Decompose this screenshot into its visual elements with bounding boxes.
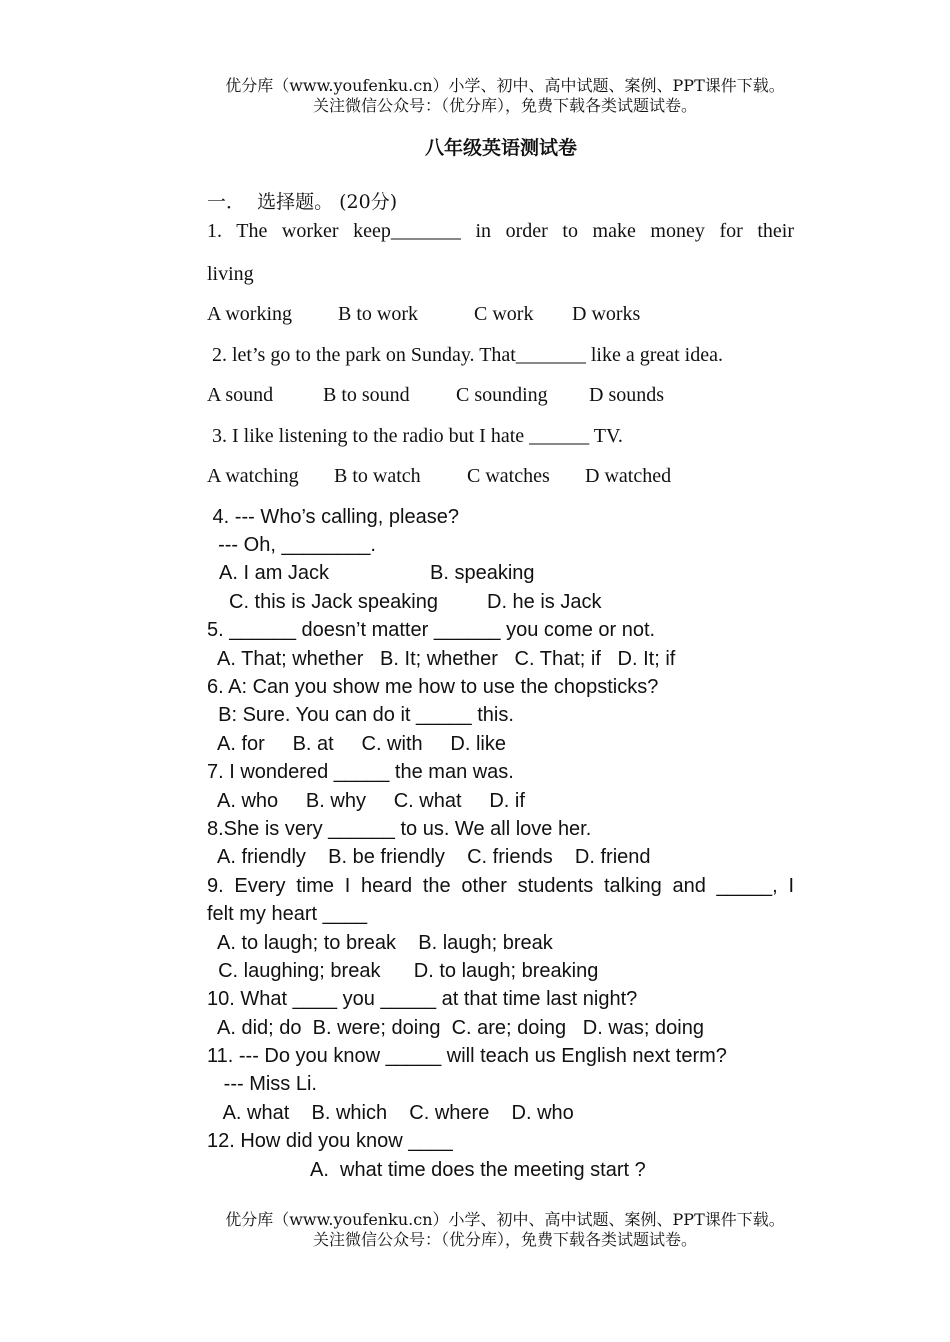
question-8-options: A. friendly B. be friendly C. friends D. friend <box>207 846 651 868</box>
question-2-stem: 2. let’s go to the park on Sunday. That_______ like a great idea. <box>207 344 723 366</box>
question-6-line-2: B: Sure. You can do it _____ this. <box>207 704 514 726</box>
question-9-options-2: C. laughing; break D. to laugh; breaking <box>207 960 599 982</box>
footer-line-1: 优分库（www.youfenku.cn）小学、初中、高中试题、案例、PPT课件下载。 <box>225 1210 785 1229</box>
question-9-line-2: felt my heart ____ <box>207 903 368 925</box>
q3-option-a: A watching <box>207 465 299 487</box>
question-2-options <box>207 383 664 407</box>
question-1-options <box>207 302 640 326</box>
question-3-options <box>207 464 671 488</box>
question-11-line-1: 11. --- Do you know _____ will teach us English next term? <box>207 1045 727 1067</box>
question-3-stem: 3. I like listening to the radio but I hate ______ TV. <box>207 425 623 447</box>
question-11-line-2: --- Miss Li. <box>207 1073 317 1095</box>
q1-option-c: C work <box>474 303 534 325</box>
q2-option-b: B to sound <box>323 384 410 406</box>
section-heading: 一． 选择题。 (20分) <box>207 191 398 213</box>
q4-option-a: A. I am Jack <box>219 562 330 584</box>
question-5-stem: 5. ______ doesn’t matter ______ you come or not. <box>207 619 656 641</box>
header-line-2: 关注微信公众号：（优分库），免费下载各类试题试卷。 <box>312 96 697 115</box>
question-6-line-1: 6. A: Can you show me how to use the chopsticks? <box>207 676 659 698</box>
q3-option-d: D watched <box>585 465 672 487</box>
question-10-options: A. did; do B. were; doing C. are; doing D. was; doing <box>207 1017 704 1039</box>
page-title: 八年级英语测试卷 <box>424 137 577 159</box>
header-line-1: 优分库（www.youfenku.cn）小学、初中、高中试题、案例、PPT课件下载。 <box>225 76 785 95</box>
page-footer <box>0 1210 950 1250</box>
question-7-stem: 7. I wondered _____ the man was. <box>207 761 514 783</box>
question-10-stem: 10. What ____ you _____ at that time last night? <box>207 988 638 1010</box>
q2-option-d: D sounds <box>589 384 665 406</box>
question-12-stem: 12. How did you know ____ <box>207 1130 453 1152</box>
question-11-options: A. what B. which C. where D. who <box>207 1102 574 1124</box>
question-9-line-1: 9. Every time I heard the other students talking and _____, I <box>207 875 794 897</box>
q1-option-b: B to work <box>338 303 418 325</box>
q2-option-a: A sound <box>207 384 274 406</box>
q4-option-b: B. speaking <box>430 562 535 584</box>
q3-option-b: B to watch <box>334 465 421 487</box>
question-6-options: A. for B. at C. with D. like <box>207 733 506 755</box>
q1-option-d: D works <box>572 303 641 325</box>
q2-option-c: C sounding <box>456 384 548 406</box>
question-5-options: A. That; whether B. It; whether C. That; if D. It; if <box>207 648 676 670</box>
q12-option-a: A. what time does the meeting start ? <box>310 1159 646 1181</box>
q4-option-c: C. this is Jack speaking <box>229 591 438 613</box>
question-4-line-1: 4. --- Who’s calling, please? <box>207 506 459 528</box>
q3-option-c: C watches <box>467 465 550 487</box>
page-header <box>0 76 950 116</box>
question-4-line-2: --- Oh, ________. <box>207 534 376 556</box>
q1-option-a: A working <box>207 303 292 325</box>
question-7-options: A. who B. why C. what D. if <box>207 790 525 812</box>
question-1-stem: 1. The worker keep_______ in order to make money for their <box>207 220 794 242</box>
question-8-stem: 8.She is very ______ to us. We all love her. <box>207 818 592 840</box>
q4-option-d: D. he is Jack <box>487 591 602 613</box>
footer-line-2: 关注微信公众号：（优分库），免费下载各类试题试卷。 <box>312 1230 697 1249</box>
question-1-stem-cont: living <box>207 263 254 285</box>
question-9-options-1: A. to laugh; to break B. laugh; break <box>207 932 553 954</box>
